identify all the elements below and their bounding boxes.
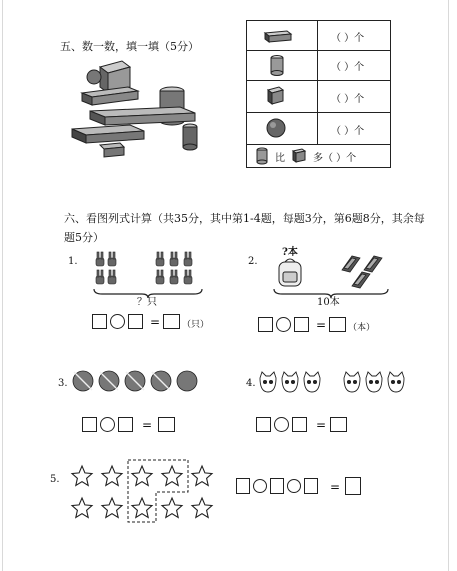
problem-number: 5. (50, 474, 60, 485)
equals-sign: = (316, 318, 327, 332)
answer-box[interactable] (304, 478, 318, 494)
row-1-answer[interactable]: （ ）个 (331, 33, 365, 44)
row-2-answer[interactable]: （ ）个 (331, 62, 365, 73)
answer-box[interactable] (92, 314, 107, 329)
equals-sign: = (142, 418, 153, 432)
row-3-answer[interactable]: （ ）个 (331, 94, 365, 105)
equals-sign: = (316, 418, 327, 432)
books-image (338, 254, 386, 288)
stars-image (68, 458, 218, 524)
page-right-edge (448, 0, 449, 571)
answer-box[interactable] (256, 417, 271, 432)
problem-number: 4. (246, 378, 256, 389)
top-label-2: ?本 (282, 247, 298, 258)
cylinder-icon (269, 55, 285, 77)
cube-icon (291, 147, 309, 165)
unit-label: （只） (182, 320, 210, 330)
table-row-line (247, 50, 390, 51)
unit-label: （本） (348, 323, 376, 333)
page-left-edge (2, 0, 3, 571)
operator-circle[interactable] (274, 417, 289, 432)
result-box[interactable] (345, 477, 361, 495)
cuboid-icon (263, 29, 293, 43)
result-box[interactable] (330, 417, 347, 432)
compare-word: 比 (275, 153, 285, 164)
answer-box[interactable] (82, 417, 97, 432)
crossed-apples-image (70, 368, 210, 394)
table-row-line (247, 144, 390, 145)
compare-answer[interactable]: 多（ ）个 (313, 153, 357, 164)
brace-label-1: ？只 (137, 297, 157, 308)
operator-circle[interactable] (100, 417, 115, 432)
row-4-answer[interactable]: （ ）个 (331, 126, 365, 137)
cats-image (256, 370, 406, 396)
cube-icon (265, 85, 287, 107)
operator-circle[interactable] (287, 479, 301, 493)
table-row-line (247, 112, 390, 113)
operator-circle[interactable] (276, 317, 291, 332)
equals-sign: = (330, 480, 341, 494)
block-stack-image (60, 55, 215, 165)
result-box[interactable] (329, 317, 346, 332)
brace-label-2: 10本 (317, 297, 340, 308)
answer-box[interactable] (118, 417, 133, 432)
problem-number: 2. (248, 256, 258, 267)
rabbits-image (92, 250, 204, 290)
result-box[interactable] (158, 417, 175, 432)
section-6-title-line1: 六、看图列式计算（共35分，其中第1-4题，每题3分，第6题8分，其余每 (64, 212, 425, 225)
section-5-title: 五、数一数，填一填（5分） (60, 40, 199, 53)
table-row-line (247, 80, 390, 81)
answer-box[interactable] (236, 478, 250, 494)
problem-number: 1. (68, 256, 78, 267)
answer-box[interactable] (292, 417, 307, 432)
cylinder-icon (255, 147, 269, 165)
backpack-image (276, 258, 304, 288)
answer-box[interactable] (294, 317, 309, 332)
operator-circle[interactable] (110, 314, 125, 329)
operator-circle[interactable] (253, 479, 267, 493)
answer-box[interactable] (128, 314, 143, 329)
table-divider-vertical (317, 21, 318, 145)
answer-box[interactable] (258, 317, 273, 332)
answer-box[interactable] (270, 478, 284, 494)
equals-sign: = (150, 315, 161, 329)
sphere-icon (265, 117, 287, 139)
problem-number: 3. (58, 378, 68, 389)
result-box[interactable] (163, 314, 180, 329)
section-6-title-line2: 题5分） (64, 231, 104, 244)
count-table (246, 20, 391, 168)
